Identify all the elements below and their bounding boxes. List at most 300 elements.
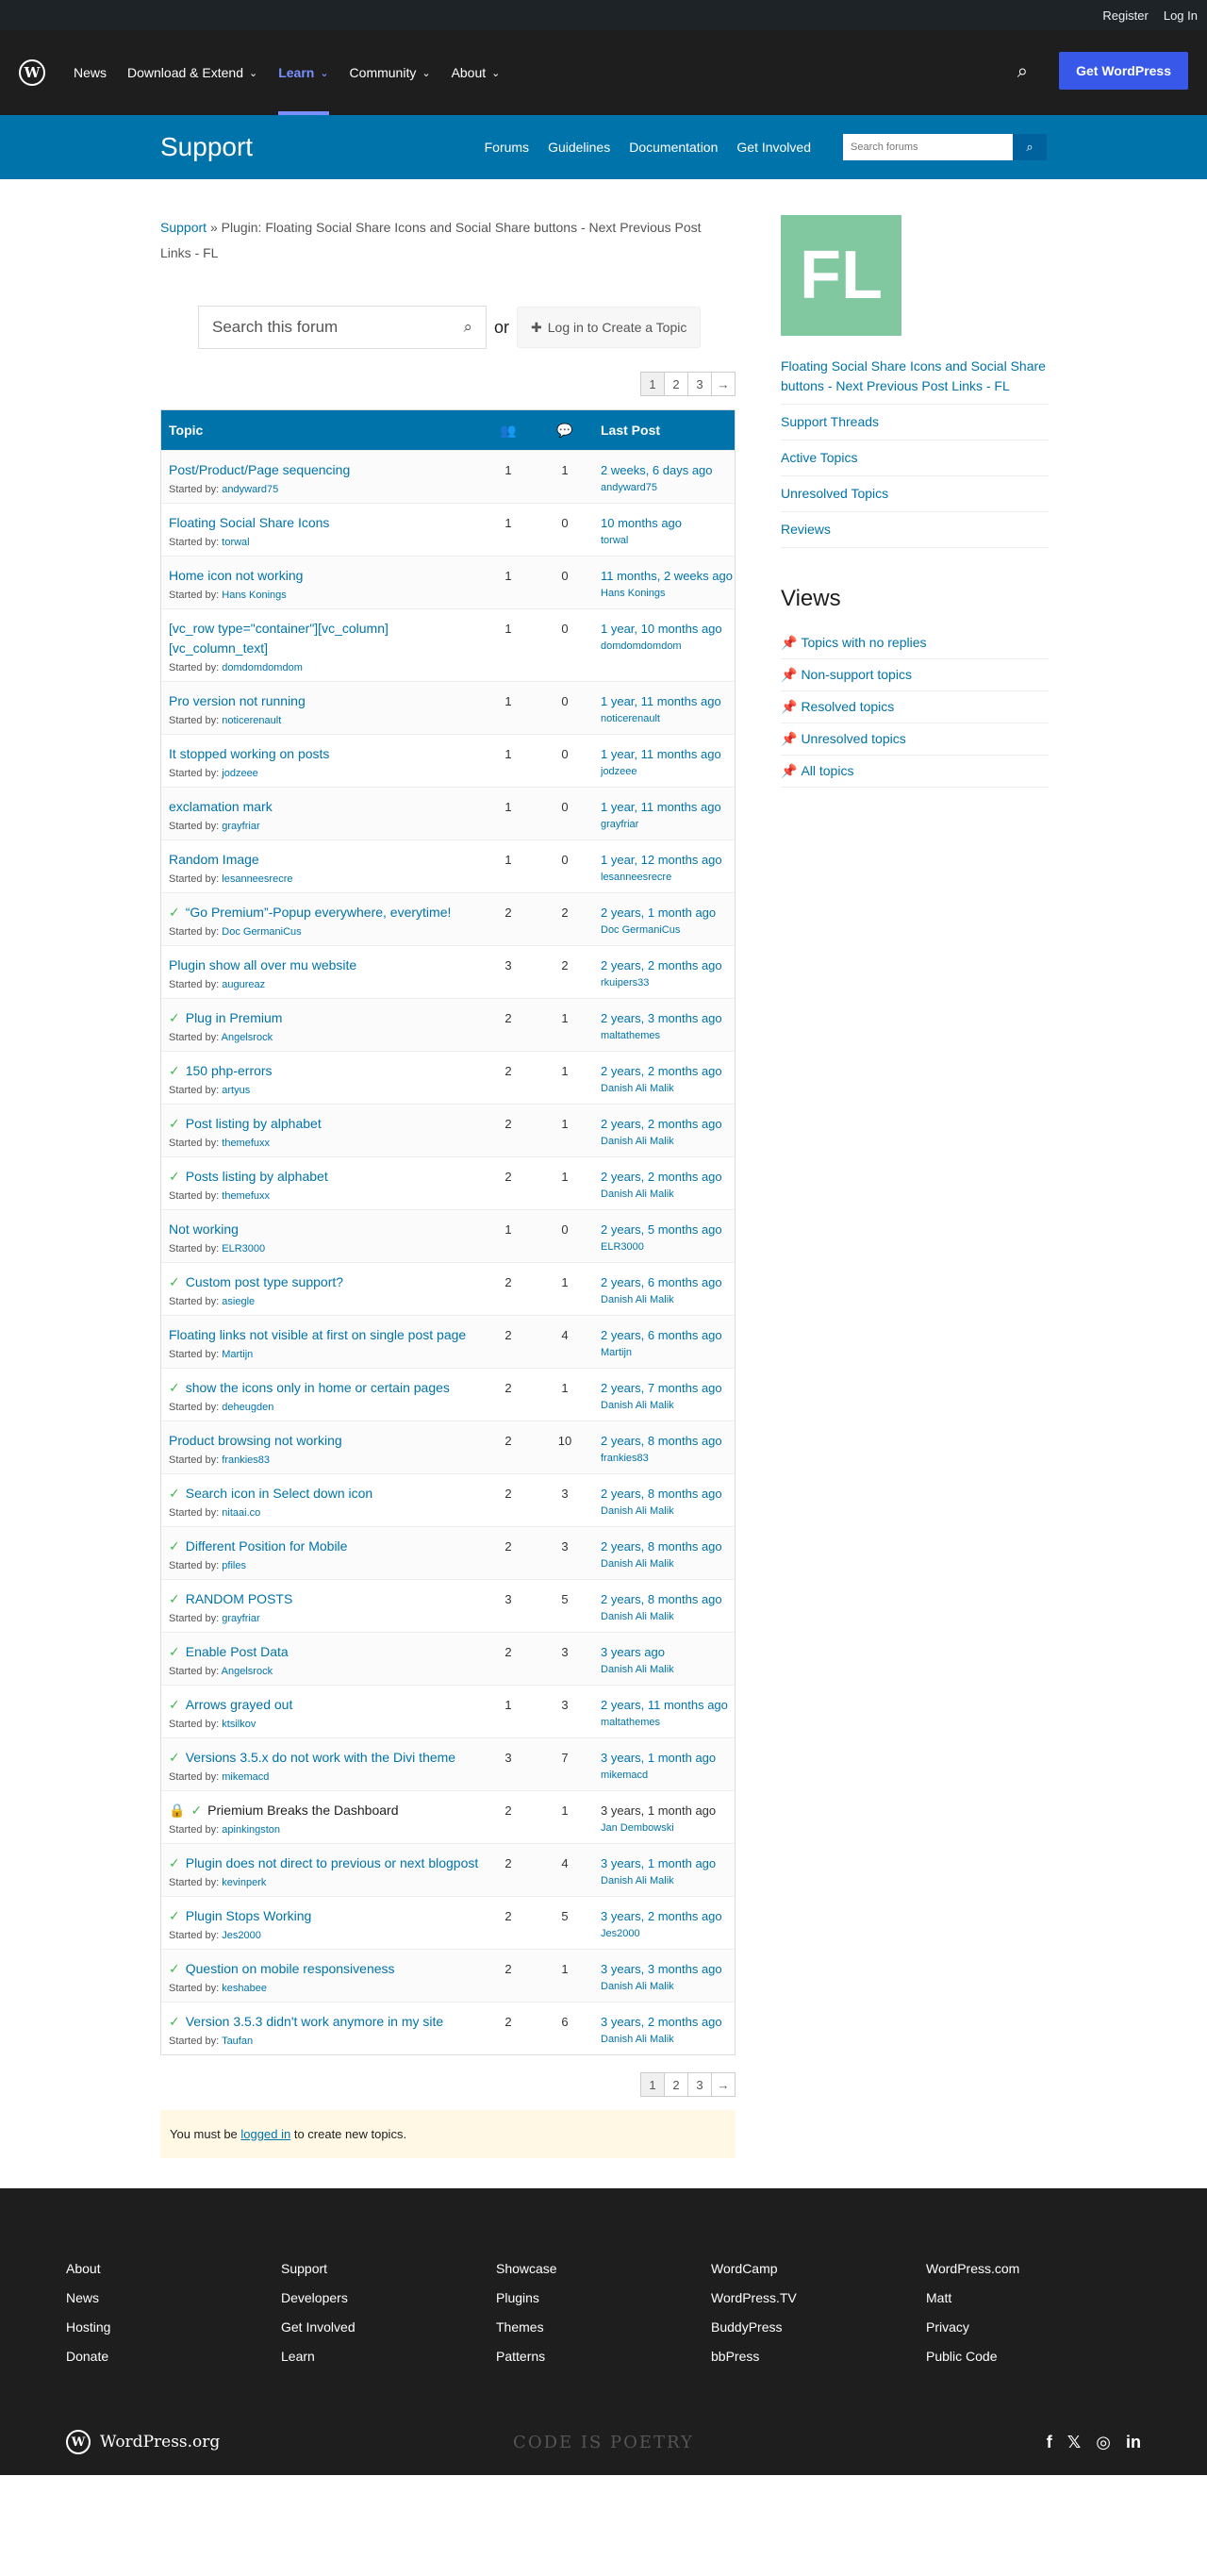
topic-title[interactable]: Random Image [169,852,259,867]
lock-icon: 🔒 [169,1803,186,1818]
topic-author[interactable]: Angelsrock [221,1032,273,1043]
footer-link[interactable]: bbPress [711,2349,760,2364]
resolved-check-icon: ✓ [169,905,180,920]
topic-author[interactable]: Angelsrock [221,1666,273,1677]
table-row [161,1209,735,1262]
last-post-time[interactable]: 2 years, 7 months ago [601,1381,722,1395]
admin-bar [0,0,1207,30]
footer-logo-text: WordPress.org [100,2433,221,2451]
resolved-check-icon: ✓ [169,1644,180,1659]
last-post-user[interactable]: Danish Ali Malik [601,1400,674,1411]
replies-count: 1 [561,1011,569,1025]
topic-title[interactable]: Plugin show all over mu website [169,957,357,972]
voices-count: 3 [504,1751,512,1765]
last-post-user[interactable]: Danish Ali Malik [601,1083,674,1094]
pagination-bottom [160,2072,736,2097]
nav-item[interactable] [278,30,328,115]
footer-link[interactable]: Developers [281,2290,348,2305]
voices-count: 1 [504,463,512,477]
topic-title[interactable]: “Go Premium”-Popup everywhere, everytime! [185,905,452,920]
breadcrumb-support[interactable]: Support [160,220,207,235]
nav-item-label: About [451,65,487,80]
topic-author[interactable]: andyward75 [222,484,279,495]
topic-title[interactable]: Post listing by alphabet [185,1116,322,1131]
last-post-time[interactable]: 2 years, 6 months ago [601,1275,722,1289]
last-post-user[interactable]: jodzeee [601,766,637,777]
topic-author[interactable]: Taufan [222,2036,254,2047]
resolved-check-icon: ✓ [169,1961,180,1976]
replies-count: 1 [561,1170,569,1184]
footer-link[interactable]: Support [281,2261,328,2276]
last-post-time[interactable]: 3 years, 1 month ago [601,1856,717,1870]
voices-count: 1 [504,853,512,867]
resolved-check-icon: ✓ [190,1803,203,1818]
chevron-down-icon: ⌄ [491,67,501,79]
page-2[interactable]: 2 [664,2072,688,2097]
footer-link[interactable]: Donate [66,2349,109,2364]
topic-title[interactable]: Different Position for Mobile [185,1538,348,1554]
last-post-user[interactable]: Danish Ali Malik [601,2034,674,2045]
last-post-user[interactable]: rkuipers33 [601,977,650,989]
linkedin-icon[interactable]: in [1126,2432,1141,2451]
footer-link[interactable]: Privacy [926,2319,969,2335]
nav-item[interactable] [452,30,501,115]
last-post-time[interactable]: 1 year, 11 months ago [601,747,721,761]
last-post-user[interactable]: torwal [601,535,629,546]
last-post-user[interactable]: Danish Ali Malik [601,1875,674,1886]
nav-item[interactable] [127,30,257,115]
last-post-time[interactable]: 1 year, 10 months ago [601,622,722,636]
last-post-user[interactable]: Danish Ali Malik [601,1188,674,1200]
support-nav [485,134,1047,160]
resolved-check-icon: ✓ [169,1538,180,1554]
replies-count: 1 [561,1064,569,1078]
last-post-time[interactable]: 2 years, 2 months ago [601,1170,722,1184]
pin-icon: 📌 [781,763,798,778]
topic-author[interactable]: grayfriar [222,1613,260,1624]
topic-author[interactable]: kevinperk [222,1877,267,1888]
table-row [161,1579,735,1632]
topic-title[interactable]: Question on mobile responsiveness [185,1961,395,1976]
topic-title[interactable]: RANDOM POSTS [185,1591,293,1606]
page-next[interactable]: → [711,2072,736,2097]
footer-link[interactable]: About [66,2261,101,2276]
topic-author[interactable]: ELR3000 [222,1243,266,1255]
footer-link[interactable]: Themes [496,2319,544,2335]
last-post-user[interactable]: Danish Ali Malik [601,1664,674,1675]
resolved-check-icon: ✓ [169,2014,180,2029]
last-post-user[interactable]: Danish Ali Malik [601,1611,674,1622]
last-post-user[interactable]: lesanneesrecre [601,872,672,883]
topic-author[interactable]: augureaz [222,979,266,990]
last-post-time[interactable]: 2 years, 5 months ago [601,1222,722,1237]
replies-count: 5 [561,1909,569,1923]
table-row [161,1315,735,1368]
table-row [161,1632,735,1685]
get-wordpress-button[interactable]: Get WordPress [1059,52,1188,90]
table-row [161,1156,735,1209]
last-post-user[interactable]: Jes2000 [601,1928,640,1939]
nav-item-label: News [74,65,107,80]
last-post-user[interactable]: frankies83 [601,1453,649,1464]
nav-documentation[interactable]: Documentation [629,140,719,155]
last-post-time[interactable]: 10 months ago [601,516,683,530]
last-post-time[interactable]: 2 years, 8 months ago [601,1434,722,1448]
topic-author[interactable]: noticerenault [222,715,282,726]
footer-link[interactable]: BuddyPress [711,2319,783,2335]
started-by-label: Started by: [169,537,220,548]
last-post-user[interactable]: maltathemes [601,1717,660,1728]
started-by-label: Started by: [169,1402,220,1413]
voices-count: 2 [504,1909,512,1923]
voices-count: 2 [504,1962,512,1976]
topic-title[interactable]: Versions 3.5.x do not work with the Divi theme [185,1750,456,1765]
chevron-down-icon: ⌄ [248,67,258,79]
last-post-user[interactable]: Martijn [601,1347,633,1358]
voices-count: 2 [504,1539,512,1554]
table-row [161,892,735,945]
global-nav [74,30,500,115]
voices-count: 2 [504,1011,512,1025]
footer-link[interactable]: Get Involved [281,2319,355,2335]
resolved-check-icon: ✓ [169,1591,180,1606]
voices-count: 1 [504,516,512,530]
nav-get-involved[interactable]: Get Involved [736,140,811,155]
topic-title[interactable]: Floating Social Share Icons [169,515,330,530]
login-to-create-label: Log in to Create a Topic [547,320,687,335]
last-post-user[interactable]: grayfriar [601,819,639,830]
table-row [161,450,735,503]
page-2[interactable]: 2 [664,372,688,396]
table-row [161,734,735,787]
view-link-label: Unresolved topics [801,731,906,746]
table-row [161,1685,735,1737]
footer-link[interactable]: Showcase [496,2261,557,2276]
topic-author[interactable]: torwal [222,537,250,548]
logged-in-link[interactable]: logged in [240,2127,291,2141]
topic-author[interactable]: deheugden [222,1402,274,1413]
topic-author[interactable]: Hans Konings [222,590,287,601]
topic-title[interactable]: Post/Product/Page sequencing [169,462,351,477]
last-post-time[interactable]: 1 year, 11 months ago [601,800,721,814]
topic-title[interactable]: Posts listing by alphabet [185,1169,328,1184]
voices-count: 1 [504,1222,512,1237]
support-header [0,115,1207,179]
started-by-label: Started by: [169,1032,220,1043]
last-post-time[interactable]: 3 years, 1 month ago [601,1751,717,1765]
topic-title[interactable]: Plugin does not direct to previous or next blogpost [185,1855,479,1870]
view-link[interactable] [781,723,1049,756]
instagram-icon[interactable]: ◎ [1096,2432,1111,2451]
last-post-time[interactable]: 2 years, 3 months ago [601,1011,722,1025]
last-post-user[interactable]: andyward75 [601,482,657,493]
started-by-label: Started by: [169,768,220,779]
table-row [161,2002,735,2054]
topic-title[interactable]: Home icon not working [169,568,304,583]
footer-link[interactable]: Learn [281,2349,315,2364]
voices-count: 2 [504,1487,512,1501]
last-post-time[interactable]: 2 years, 8 months ago [601,1487,722,1501]
topic-title[interactable]: 150 php-errors [185,1063,273,1078]
topic-title[interactable]: It stopped working on posts [169,746,330,761]
started-by-label: Started by: [169,2036,220,2047]
resolved-check-icon: ✓ [169,1010,180,1025]
last-post-time[interactable]: 2 years, 8 months ago [601,1592,722,1606]
topic-author[interactable]: frankies83 [222,1454,271,1466]
topic-author[interactable]: ktsilkov [222,1719,256,1730]
topic-author[interactable]: Martijn [222,1349,254,1360]
footer-link[interactable]: Matt [926,2290,952,2305]
started-by-label: Started by: [169,821,220,832]
forum-search-input[interactable] [198,306,487,349]
replies-count: 5 [561,1592,569,1606]
topic-title[interactable]: Product browsing not working [169,1433,342,1448]
table-header [161,410,735,450]
views-list [781,627,1049,788]
topic-author[interactable]: keshabee [222,1983,267,1994]
replies-count: 0 [561,694,569,708]
topic-title[interactable]: [vc_row type="container"][vc_column][vc_column_text] [169,621,389,656]
nav-item-label: Download & Extend [127,65,243,80]
view-link[interactable] [781,756,1049,788]
topic-title[interactable]: show the icons only in home or certain pages [185,1380,450,1395]
voices-count: 2 [504,1275,512,1289]
wordpress-logo-icon[interactable]: W [19,59,45,86]
last-post-time[interactable]: 3 years, 1 month ago [601,1803,717,1818]
table-row [161,1104,735,1156]
register-link[interactable]: Register [1102,8,1149,23]
table-row [161,608,735,681]
topic-title[interactable]: Version 3.5.3 didn't work anymore in my site [185,2014,444,2029]
replies-count: 1 [561,463,569,477]
topic-author[interactable]: themefuxx [222,1138,271,1149]
topic-title[interactable]: exclamation mark [169,799,273,814]
voices-count: 2 [504,1064,512,1078]
nav-item[interactable] [74,30,107,115]
view-link[interactable] [781,627,1049,659]
forums-search-input[interactable]: Search forums [843,134,1013,160]
nav-forums[interactable]: Forums [484,140,530,155]
topic-author[interactable]: artyus [222,1085,251,1096]
code-is-poetry: CODE IS POETRY [513,2432,694,2452]
last-post-user[interactable]: ELR3000 [601,1241,644,1253]
started-by-label: Started by: [169,1719,220,1730]
footer-link[interactable]: WordCamp [711,2261,778,2276]
table-row [161,1949,735,2002]
last-post-user[interactable]: Jan Dembowski [601,1822,674,1834]
topic-author[interactable]: asiegle [222,1296,256,1307]
topic-author[interactable]: Jes2000 [222,1930,261,1941]
voices-count: 1 [504,569,512,583]
sidebar-reviews[interactable]: Reviews [781,512,1049,548]
table-row [161,1843,735,1896]
topic-title[interactable]: Plugin Stops Working [185,1908,312,1923]
last-post-time[interactable]: 2 years, 11 months ago [601,1698,728,1712]
last-post-user[interactable]: Danish Ali Malik [601,1981,674,1992]
plugin-avatar: FL [781,215,901,336]
table-row [161,998,735,1051]
voices-count: 2 [504,1645,512,1659]
topic-author[interactable]: lesanneesrecre [222,873,293,885]
resolved-check-icon: ✓ [169,1486,180,1501]
sidebar-support-threads[interactable]: Support Threads [781,405,1049,440]
last-post-user[interactable]: Danish Ali Malik [601,1558,674,1570]
replies-count: 7 [561,1751,569,1765]
forum-search-placeholder: Search this forum [212,318,339,336]
topic-title[interactable]: Pro version not running [169,693,306,708]
topic-author[interactable]: domdomdomdom [222,662,303,673]
table-row [161,839,735,892]
started-by-label: Started by: [169,662,220,673]
topic-title[interactable]: Priemium Breaks the Dashboard [207,1803,399,1818]
view-link[interactable] [781,659,1049,691]
last-post-time[interactable]: 3 years, 3 months ago [601,1962,722,1976]
nav-item[interactable] [350,30,431,115]
footer-link[interactable]: Hosting [66,2319,111,2335]
page-3[interactable]: 3 [687,2072,712,2097]
footer-column [66,2254,281,2371]
pin-icon: 📌 [781,699,798,714]
login-link[interactable]: Log In [1163,8,1198,23]
topic-author[interactable]: apinkingston [222,1824,281,1836]
last-post-time[interactable]: 2 years, 6 months ago [601,1328,722,1342]
replies-count: 3 [561,1698,569,1712]
topic-author[interactable]: grayfriar [222,821,260,832]
footer-bottom [66,2430,1141,2454]
started-by-label: Started by: [169,484,220,495]
table-row [161,1473,735,1526]
table-row [161,1896,735,1949]
login-to-create-topic-button[interactable] [517,307,701,348]
table-row [161,1368,735,1421]
table-row [161,556,735,608]
started-by-label: Started by: [169,1296,220,1307]
started-by-label: Started by: [169,1507,220,1519]
topic-author[interactable]: Doc GermaniCus [222,926,302,938]
forum-search-row [198,306,736,349]
replies-icon: 💬 [556,422,573,438]
started-by-label: Started by: [169,979,220,990]
search-icon[interactable]: ⌕ [463,318,472,336]
last-post-header: Last Post [601,423,661,438]
global-header [0,30,1207,115]
x-twitter-icon[interactable]: 𝕏 [1066,2432,1082,2451]
sidebar-active-topics[interactable]: Active Topics [781,440,1049,476]
replies-count: 1 [561,1381,569,1395]
last-post-time[interactable]: 3 years, 2 months ago [601,2015,722,2029]
table-row [161,681,735,734]
topic-author[interactable]: themefuxx [222,1190,271,1202]
sidebar-plugin-link[interactable]: Floating Social Share Icons and Social Share buttons - Next Previous Post Links - FL [781,349,1049,405]
last-post-time[interactable]: 2 years, 2 months ago [601,958,722,972]
voices-count: 2 [504,1117,512,1131]
last-post-time[interactable]: 3 years, 2 months ago [601,1909,722,1923]
last-post-user[interactable]: Danish Ali Malik [601,1136,674,1147]
topic-title[interactable]: Enable Post Data [185,1644,289,1659]
voices-count: 2 [504,1856,512,1870]
topic-title[interactable]: Arrows grayed out [185,1697,293,1712]
view-link[interactable] [781,691,1049,723]
footer-link[interactable]: WordPress.com [926,2261,1020,2276]
last-post-user[interactable]: maltathemes [601,1030,660,1041]
voices-count: 3 [504,1592,512,1606]
last-post-user[interactable]: Hans Konings [601,588,666,599]
last-post-user[interactable]: Danish Ali Malik [601,1294,674,1305]
topic-title[interactable]: Plug in Premium [185,1010,283,1025]
footer-link[interactable]: Patterns [496,2349,546,2364]
started-by-label: Started by: [169,1930,220,1941]
last-post-user[interactable]: noticerenault [601,713,660,724]
last-post-user[interactable]: Danish Ali Malik [601,1505,674,1517]
footer-link[interactable]: Public Code [926,2349,998,2364]
last-post-user[interactable]: Doc GermaniCus [601,924,681,936]
breadcrumb-separator: » [209,220,218,235]
last-post-time[interactable]: 2 years, 8 months ago [601,1539,722,1554]
resolved-check-icon: ✓ [169,1169,180,1184]
footer-link[interactable]: Plugins [496,2290,539,2305]
last-post-time[interactable]: 2 years, 1 month ago [601,906,717,920]
replies-count: 0 [561,747,569,761]
replies-count: 1 [561,1803,569,1818]
footer-link[interactable]: News [66,2290,100,2305]
table-row [161,787,735,839]
notice-pre: You must be [170,2127,238,2141]
topic-title[interactable]: Floating links not visible at first on single post page [169,1327,467,1342]
topic-author[interactable]: nitaai.co [222,1507,261,1519]
topic-title[interactable]: Search icon in Select down icon [185,1486,373,1501]
search-icon[interactable]: ⌕ [1017,61,1028,82]
footer-column [926,2254,1141,2371]
topic-author[interactable]: jodzeee [222,768,258,779]
page-3[interactable]: 3 [687,372,712,396]
last-post-time[interactable]: 1 year, 11 months ago [601,694,721,708]
topic-title[interactable]: Not working [169,1222,239,1237]
table-row [161,503,735,556]
replies-count: 3 [561,1487,569,1501]
topic-author[interactable]: mikemacd [222,1771,270,1783]
last-post-time[interactable]: 11 months, 2 weeks ago [601,569,733,583]
topic-title[interactable]: Custom post type support? [185,1274,344,1289]
views-title: Views [781,586,841,611]
last-post-time[interactable]: 2 years, 2 months ago [601,1064,722,1078]
main-content [160,215,736,2158]
nav-guidelines[interactable]: Guidelines [548,140,611,155]
table-row [161,1262,735,1315]
support-title[interactable]: Support [160,132,254,161]
voices-count: 1 [504,622,512,636]
topic-author[interactable]: pfiles [222,1560,246,1571]
footer-columns [66,2254,1141,2371]
table-row [161,945,735,998]
last-post-user[interactable]: mikemacd [601,1770,649,1781]
last-post-time[interactable]: 2 weeks, 6 days ago [601,463,713,477]
page-next[interactable]: → [711,372,736,396]
table-row [161,1790,735,1843]
last-post-time[interactable]: 2 years, 2 months ago [601,1117,722,1131]
last-post-user[interactable]: domdomdomdom [601,640,682,652]
started-by-label: Started by: [169,715,220,726]
footer-link[interactable]: WordPress.TV [711,2290,797,2305]
wordpress-logo-icon: W [66,2430,91,2454]
facebook-icon[interactable]: f [1046,2432,1052,2451]
topics-table [160,409,736,2055]
footer-column [496,2254,711,2371]
sidebar-unresolved-topics[interactable]: Unresolved Topics [781,476,1049,512]
search-icon[interactable]: ⌕ [1013,134,1047,160]
last-post-time[interactable]: 3 years ago [601,1645,665,1659]
last-post-time[interactable]: 1 year, 12 months ago [601,853,722,867]
plus-icon: ✚ [531,319,542,335]
